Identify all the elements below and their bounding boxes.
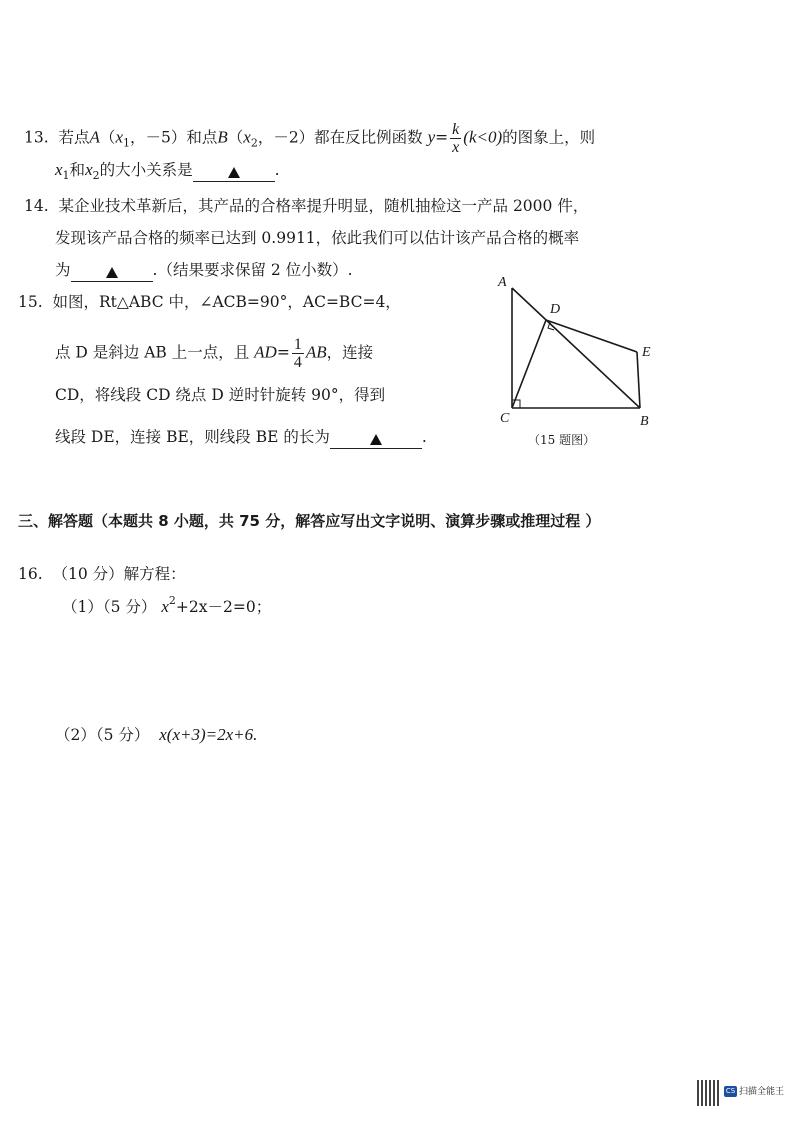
label-a: A <box>498 275 507 290</box>
q15-figure <box>490 272 670 452</box>
q14-answer-blank[interactable] <box>71 263 153 282</box>
q13-line2: $x_1$和$x_2$的大小关系是 . <box>55 160 280 182</box>
q16-number: 16. <box>18 565 43 583</box>
q13-fraction: $\frac{k}{x}$ <box>452 121 460 156</box>
scanner-app-name: 扫描全能王 <box>739 1087 785 1097</box>
q16-part2: （2）（5 分） x(x+3)=2x+6. <box>55 725 258 744</box>
q15-line1: 15. 如图，Rt△ABC 中，∠ACB=90°，AC=BC=4， <box>18 293 401 311</box>
q15-line3: CD，将线段 CD 绕点 D 逆时针旋转 90°，得到 <box>55 386 386 404</box>
segment-de <box>546 320 637 352</box>
q15-answer-blank[interactable] <box>330 430 422 449</box>
segment-be <box>637 352 640 408</box>
label-e: E <box>642 345 651 360</box>
qr-code-icon <box>697 1080 721 1106</box>
q15-line2: 点 D 是斜边 AB 上一点，且 AD= $\frac{1}{4}$ AB，连接 <box>55 336 374 371</box>
q16-part1: （1）（5 分） $x^2+2x-2=0$； <box>62 594 272 616</box>
scanner-logo-icon: CS <box>725 1087 736 1095</box>
q13-answer-blank[interactable] <box>193 163 275 182</box>
q13-line1: 13. 若点$A(x_1$，－5）和点$B(x_2$，－2）都在反比例函数 y= $\frac{k}{x}$ (k<0)的图象上，则 <box>24 121 596 156</box>
label-d: D <box>550 302 561 317</box>
triangle-marker-icon <box>106 267 118 278</box>
q14-line2: 发现该产品合格的频率已达到 0.9911，依此我们可以估计该产品合格的概率 <box>55 229 580 247</box>
q14-line1: 14. 某企业技术革新后，其产品的合格率提升明显，随机抽检这一产品 2000 件， <box>24 197 589 215</box>
segment-cd <box>512 320 546 408</box>
segment-ab <box>512 288 640 408</box>
figure-caption: （15 题图） <box>528 433 596 447</box>
q15-number: 15. <box>18 293 43 311</box>
q15-line4: 线段 DE，连接 BE，则线段 BE 的长为 . <box>55 427 427 449</box>
label-b: B <box>640 414 649 429</box>
label-c: C <box>500 411 510 426</box>
triangle-marker-icon <box>370 434 382 445</box>
q13-number: 13. <box>24 128 49 147</box>
q15-fraction: $\frac{1}{4}$ <box>293 336 302 371</box>
triangle-marker-icon <box>228 167 240 178</box>
q16-line1: 16. （10 分）解方程： <box>18 565 186 583</box>
q14-number: 14. <box>24 197 49 215</box>
q14-line3: 为 .（结果要求保留 2 位小数）. <box>55 260 353 282</box>
section3-title: 三、解答题（本题共 8 小题，共 75 分，解答应写出文字说明、演算步骤或推理过程 ） <box>18 512 601 530</box>
